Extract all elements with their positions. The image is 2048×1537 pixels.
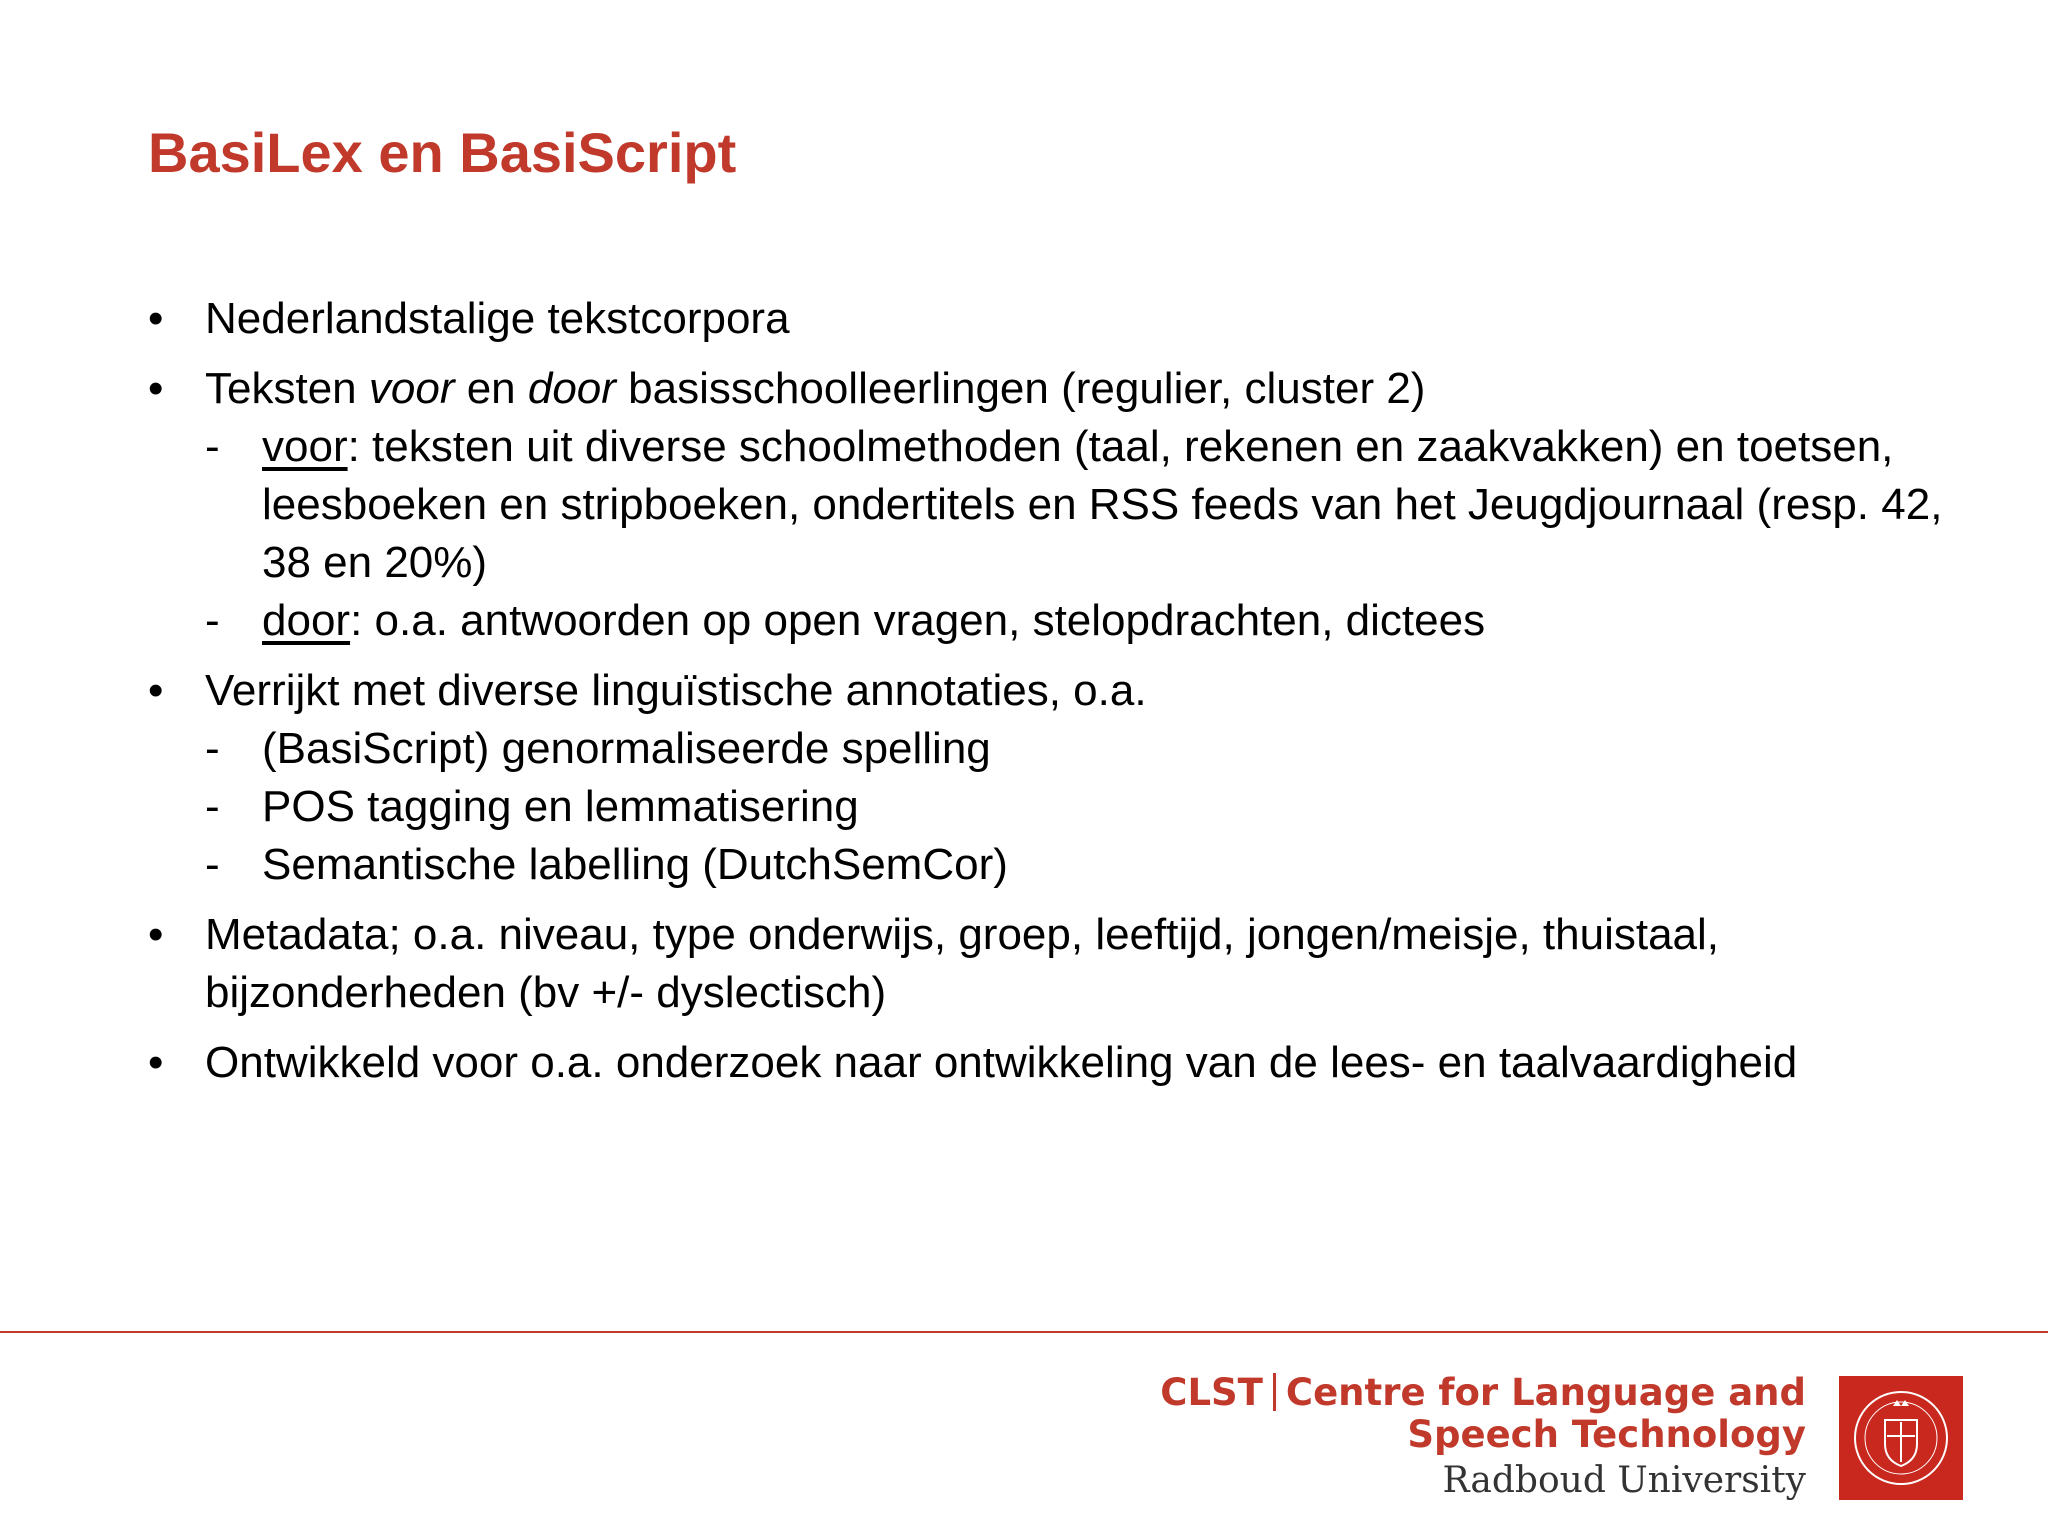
sub-list: [205, 418, 1948, 650]
bullet-item: [148, 906, 1948, 1022]
sub-text: (BasiScript) genormaliseerde spelling: [262, 724, 991, 773]
sub-item: [205, 720, 1948, 778]
italic-fragment: voor: [368, 364, 455, 413]
sub-text: Semantische labelling (DutchSemCor): [262, 840, 1008, 889]
sub-item: [205, 592, 1948, 650]
slide-content: [148, 290, 1948, 1104]
underlined-term: voor: [262, 422, 348, 471]
bullet-text: Metadata; o.a. niveau, type onderwijs, groep, leeftijd, jongen/meisje, thuistaal, bijzonderheden (bv +/- dyslectisch): [205, 910, 1720, 1017]
bullet-text: Nederlandstalige tekstcorpora: [205, 294, 790, 343]
bullet-icon: •: [148, 910, 164, 959]
seal-graphic: [1839, 1376, 1963, 1500]
centre-line-2: Speech Technology: [1407, 1413, 1806, 1456]
sub-item: [205, 418, 1948, 592]
text-fragment: en: [454, 364, 528, 413]
university-name: Radboud University: [1442, 1460, 1806, 1501]
text-fragment: basisschoolleerlingen (regulier, cluster 2): [615, 364, 1426, 413]
bullet-icon: •: [148, 1038, 164, 1087]
dash-icon: -: [205, 596, 220, 645]
dash-icon: -: [205, 724, 220, 773]
dash-icon: -: [205, 840, 220, 889]
bullet-text: [205, 364, 1425, 413]
footer-divider: [0, 1331, 2048, 1333]
dash-icon: -: [205, 422, 220, 471]
italic-fragment: door: [527, 364, 616, 413]
bullet-icon: •: [148, 364, 164, 413]
sub-text: : o.a. antwoorden op open vragen, stelopdrachten, dictees: [350, 596, 1486, 645]
sub-text: POS tagging en lemmatisering: [262, 782, 859, 831]
bullet-item: [148, 662, 1948, 894]
sub-text: : teksten uit diverse schoolmethoden (taal, rekenen en zaakvakken) en toetsen, leesboeken en stripboeken, ondertitels en RSS feeds van het Jeugdjournaal (resp. 42, 38 en 20%): [262, 422, 1943, 587]
sub-list: [205, 720, 1948, 894]
bullet-text: Ontwikkeld voor o.a. onderzoek naar ontwikkeling van de lees- en taalvaardigheid: [205, 1038, 1798, 1087]
dash-icon: -: [205, 782, 220, 831]
clst-logo: [1160, 1372, 1806, 1506]
underlined-term: door: [262, 596, 351, 645]
sub-item: [205, 836, 1948, 894]
slide-title: BasiLex en BasiScript: [148, 121, 737, 184]
bullet-text: Verrijkt met diverse linguïstische annotaties, o.a.: [205, 666, 1147, 715]
radboud-seal-icon: [1839, 1376, 1963, 1500]
seal-crown: [1893, 1400, 1909, 1406]
centre-line-1: Centre for Language and: [1285, 1371, 1806, 1414]
bullet-item: [148, 1034, 1948, 1092]
logo-separator: [1273, 1373, 1276, 1411]
bullet-item: [148, 360, 1948, 650]
sub-item: [205, 778, 1948, 836]
clst-label: CLST: [1160, 1371, 1263, 1414]
logo-line-1: [1160, 1372, 1806, 1414]
text-fragment: Teksten: [205, 364, 369, 413]
bullet-icon: •: [148, 666, 164, 715]
bullet-item: [148, 290, 1948, 348]
bullet-icon: •: [148, 294, 164, 343]
